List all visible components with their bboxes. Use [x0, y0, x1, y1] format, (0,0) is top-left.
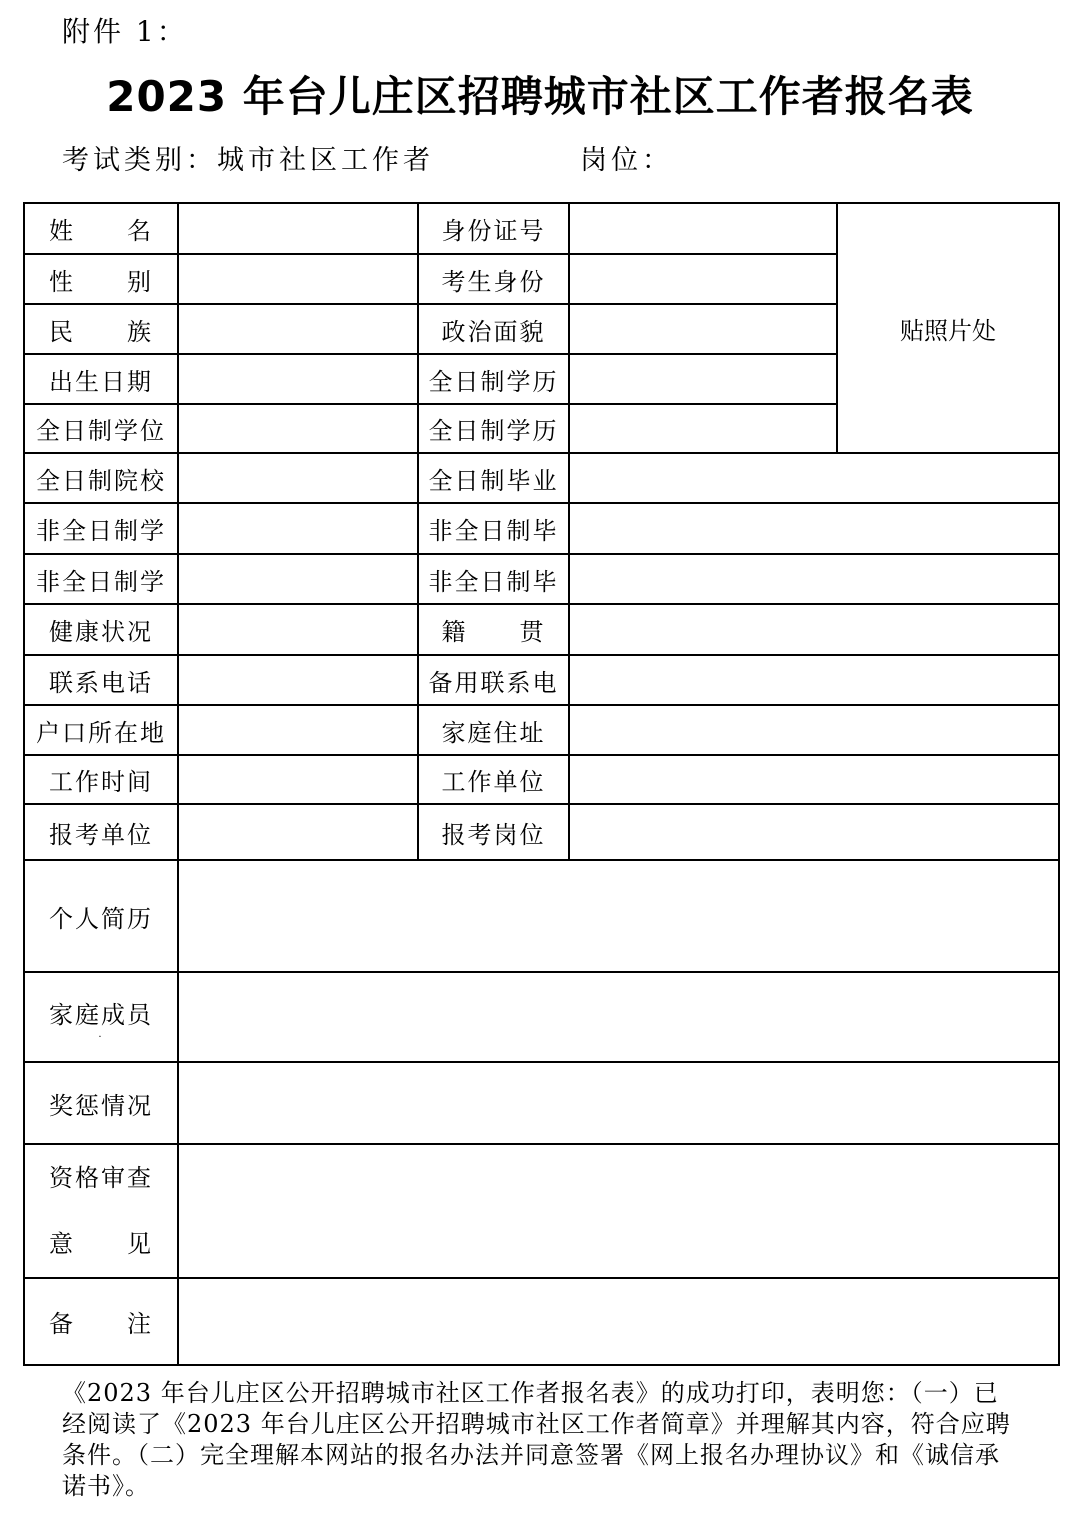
- input-parttime-graduation-2[interactable]: [569, 554, 1059, 604]
- form-row: [24, 604, 1059, 655]
- label-home-address: 家庭住址: [418, 705, 569, 755]
- input-id-number[interactable]: [569, 203, 837, 254]
- input-review[interactable]: [178, 1144, 1059, 1278]
- label-political-status: 政治面貌: [418, 304, 569, 354]
- label-rewards: 奖惩情况: [24, 1062, 178, 1144]
- input-apply-unit[interactable]: [178, 804, 418, 860]
- label-fulltime-graduation: 全日制毕业: [418, 453, 569, 503]
- label-id-number: 身份证号: [418, 203, 569, 254]
- label-hukou: 户口所在地: [24, 705, 178, 755]
- registration-form-table: [23, 202, 1060, 1366]
- label-ethnicity: 民 族: [24, 304, 178, 354]
- label-family: [24, 972, 178, 1062]
- label-remarks: 备 注: [24, 1278, 178, 1365]
- input-hukou[interactable]: [178, 705, 418, 755]
- annex-label: 附件 1：: [62, 15, 188, 48]
- label-work-unit: 工作单位: [418, 755, 569, 804]
- input-phone[interactable]: [178, 655, 418, 705]
- label-review-line1: 资格审查: [49, 1164, 153, 1192]
- form-row: [24, 554, 1059, 604]
- input-resume[interactable]: [178, 860, 1059, 972]
- label-candidate-status: 考生身份: [418, 254, 569, 304]
- label-parttime-graduation-2: 非全日制毕: [418, 554, 569, 604]
- label-apply-unit: 报考单位: [24, 804, 178, 860]
- label-gender: 性 别: [24, 254, 178, 304]
- form-row: [24, 453, 1059, 503]
- label-parttime-graduation: 非全日制毕: [418, 503, 569, 554]
- label-fulltime-education: 全日制学历: [418, 354, 569, 404]
- photo-label: 贴照片处: [900, 316, 996, 345]
- label-review: [24, 1144, 178, 1278]
- input-parttime-study[interactable]: [178, 503, 418, 554]
- page-title: 2023 年台儿庄区招聘城市社区工作者报名表: [106, 72, 974, 121]
- input-home-address[interactable]: [569, 705, 1059, 755]
- input-fulltime-graduation[interactable]: [569, 453, 1059, 503]
- label-review-line2: 意 见: [49, 1230, 153, 1258]
- label-native-place: 籍 贯: [418, 604, 569, 655]
- input-fulltime-education[interactable]: [569, 354, 837, 404]
- family-mark: .: [98, 1028, 104, 1040]
- form-row: [24, 860, 1059, 972]
- input-parttime-study-2[interactable]: [178, 554, 418, 604]
- input-fulltime-degree[interactable]: [178, 404, 418, 453]
- label-fulltime-education-2: 全日制学历: [418, 404, 569, 453]
- input-parttime-graduation[interactable]: [569, 503, 1059, 554]
- label-resume: 个人简历: [24, 860, 178, 972]
- form-row: [24, 755, 1059, 804]
- input-native-place[interactable]: [569, 604, 1059, 655]
- label-parttime-study: 非全日制学: [24, 503, 178, 554]
- form-row: [24, 972, 1059, 1062]
- input-work-time[interactable]: [178, 755, 418, 804]
- label-fulltime-school: 全日制院校: [24, 453, 178, 503]
- label-apply-position: 报考岗位: [418, 804, 569, 860]
- form-row: [24, 705, 1059, 755]
- input-backup-phone[interactable]: [569, 655, 1059, 705]
- label-work-time: 工作时间: [24, 755, 178, 804]
- label-fulltime-degree: 全日制学位: [24, 404, 178, 453]
- position-label: 岗位：: [580, 145, 673, 176]
- input-gender[interactable]: [178, 254, 418, 304]
- form-row: [24, 1062, 1059, 1144]
- print-notice: 《2023 年台儿庄区公开招聘城市社区工作者报名表》的成功打印，表明您：（一）已经阅读了《2023 年台儿庄区公开招聘城市社区工作者简章》并理解其内容，符合应聘条件。（二）完全理解本网站的报名办法并同意签署《网上报名办理协议》和《诚信承诺书》。: [62, 1379, 1011, 1500]
- label-parttime-study-2: 非全日制学: [24, 554, 178, 604]
- label-phone: 联系电话: [24, 655, 178, 705]
- exam-category: 考试类别：城市社区工作者: [62, 145, 434, 176]
- form-row: [24, 1144, 1059, 1278]
- input-birth-date[interactable]: [178, 354, 418, 404]
- label-health: 健康状况: [24, 604, 178, 655]
- input-fulltime-education-2[interactable]: [569, 404, 837, 453]
- input-apply-position[interactable]: [569, 804, 1059, 860]
- input-candidate-status[interactable]: [569, 254, 837, 304]
- label-name: 姓 名: [24, 203, 178, 254]
- form-row: [24, 804, 1059, 860]
- input-ethnicity[interactable]: [178, 304, 418, 354]
- photo-box: [837, 203, 1059, 453]
- label-backup-phone: 备用联系电: [418, 655, 569, 705]
- input-political-status[interactable]: [569, 304, 837, 354]
- input-family[interactable]: [178, 972, 1059, 1062]
- form-row: [24, 503, 1059, 554]
- input-name[interactable]: [178, 203, 418, 254]
- form-row: [24, 203, 1059, 254]
- input-rewards[interactable]: [178, 1062, 1059, 1144]
- form-row: [24, 655, 1059, 705]
- input-work-unit[interactable]: [569, 755, 1059, 804]
- label-birth-date: 出生日期: [24, 354, 178, 404]
- label-family-text: 家庭成员: [49, 1000, 153, 1029]
- form-row: [24, 1278, 1059, 1365]
- input-remarks[interactable]: [178, 1278, 1059, 1365]
- input-fulltime-school[interactable]: [178, 453, 418, 503]
- input-health[interactable]: [178, 604, 418, 655]
